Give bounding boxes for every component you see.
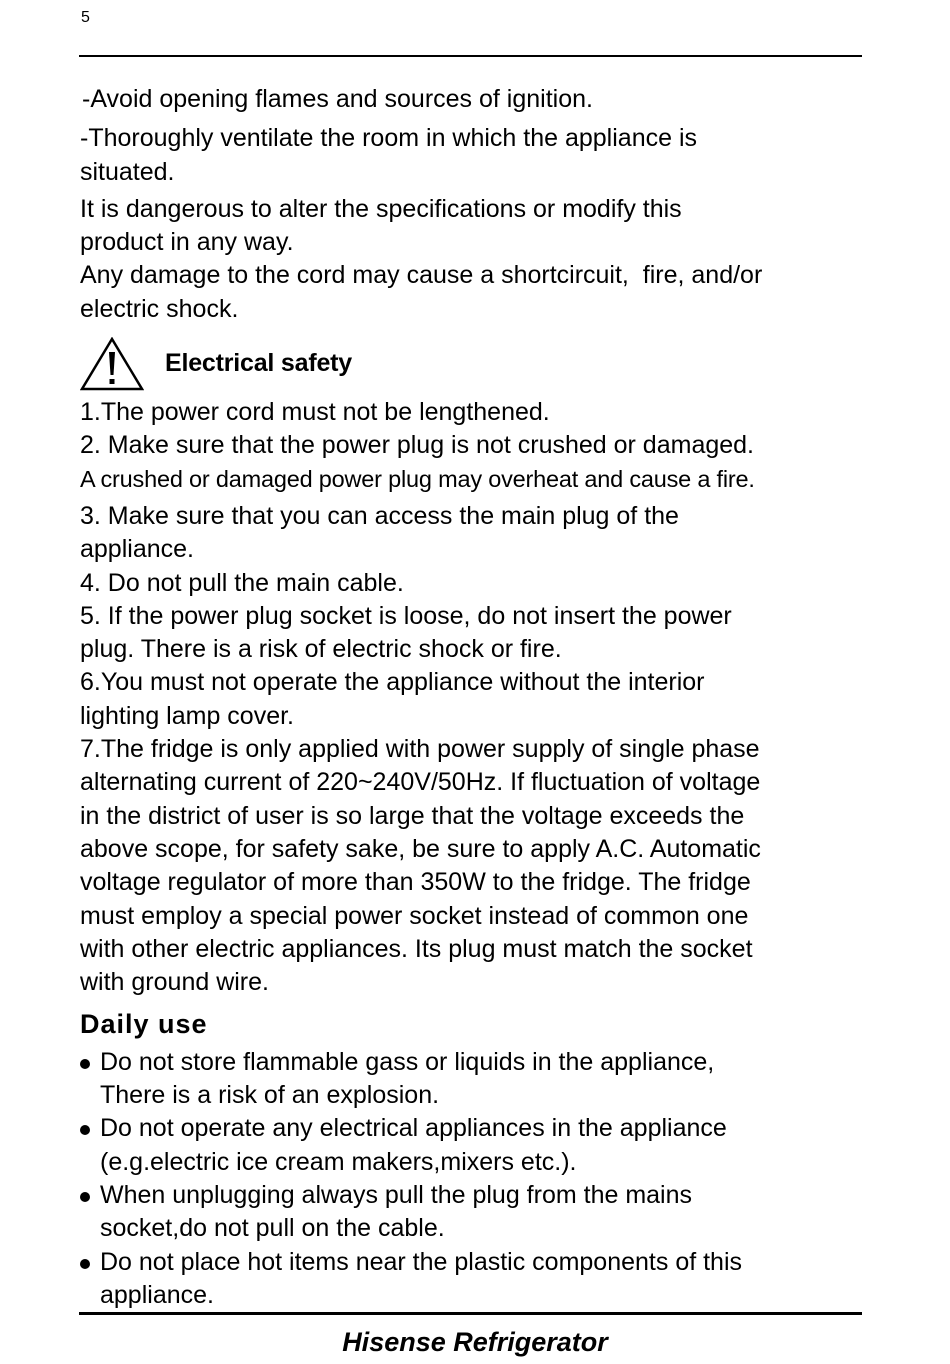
electrical-safety-heading-row: [80, 334, 870, 394]
page-number: 5: [81, 9, 90, 26]
bullet-icon: [80, 1125, 90, 1135]
intro-paragraph-modify: It is dangerous to alter the specifications or modify this product in any way. Any damage to the cord may cause a shortcircuit, fire, and/or electric shock.: [80, 194, 763, 323]
electrical-item-7: 7.The fridge is only applied with power supply of single phase alternating current of 220~240V/50Hz. If fluctuation of voltage in the district of user is so large that the voltage exceeds the above scope, for safety sake, be sure to apply A.C. Automatic voltage regulator of more than 350W to the fridge. The fridge must employ a special power socket instead of common one with other electric appliances. Its plug must match the socket with ground wire.: [80, 735, 761, 997]
electrical-safety-heading: Electrical safety: [165, 349, 352, 378]
daily-use-heading: Daily use: [80, 1009, 208, 1040]
intro-paragraph-ventilate: -Thoroughly ventilate the room in which the appliance is situated.: [80, 124, 698, 186]
list-item: [80, 1046, 870, 1113]
top-divider: [79, 55, 862, 57]
electrical-item-6: 6.You must not operate the appliance without the interior lighting lamp cover.: [80, 668, 705, 730]
bullet-icon: [80, 1259, 90, 1269]
daily-use-item-text: Do not place hot items near the plastic components of this appliance.: [100, 1247, 743, 1309]
daily-use-list: [80, 1046, 870, 1312]
electrical-item-4: 4. Do not pull the main cable.: [80, 568, 404, 597]
bullet-icon: [80, 1192, 90, 1202]
list-item: [80, 1112, 870, 1179]
daily-use-item-text: Do not operate any electrical appliances in the appliance (e.g.electric ice cream makers,mixers etc.).: [100, 1114, 727, 1176]
bullet-icon: [80, 1059, 90, 1069]
page-content: [80, 83, 870, 1312]
list-item: [80, 1179, 870, 1246]
electrical-item-1: 1.The power cord must not be lengthened.: [80, 398, 550, 427]
daily-use-item-text: Do not store flammable gass or liquids in the appliance, There is a risk of an explosion.: [100, 1047, 715, 1110]
daily-use-item-text: When unplugging always pull the plug from the mains socket,do not pull on the cable.: [100, 1180, 693, 1243]
electrical-item-3: 3. Make sure that you can access the main plug of the appliance.: [80, 501, 679, 564]
footer-brand: Hisense Refrigerator: [342, 1327, 608, 1357]
intro-paragraph-flames: -Avoid opening flames and sources of ignition.: [82, 85, 593, 113]
electrical-item-5: 5. If the power plug socket is loose, do not insert the power plug. There is a risk of electric shock or fire.: [80, 601, 732, 664]
list-item: [80, 1246, 870, 1313]
electrical-item-2-note: A crushed or damaged power plug may overheat and cause a fire.: [80, 465, 755, 492]
bottom-divider: [79, 1312, 862, 1315]
electrical-item-2: 2. Make sure that the power plug is not crushed or damaged.: [80, 431, 754, 460]
warning-triangle-icon: [80, 337, 144, 391]
